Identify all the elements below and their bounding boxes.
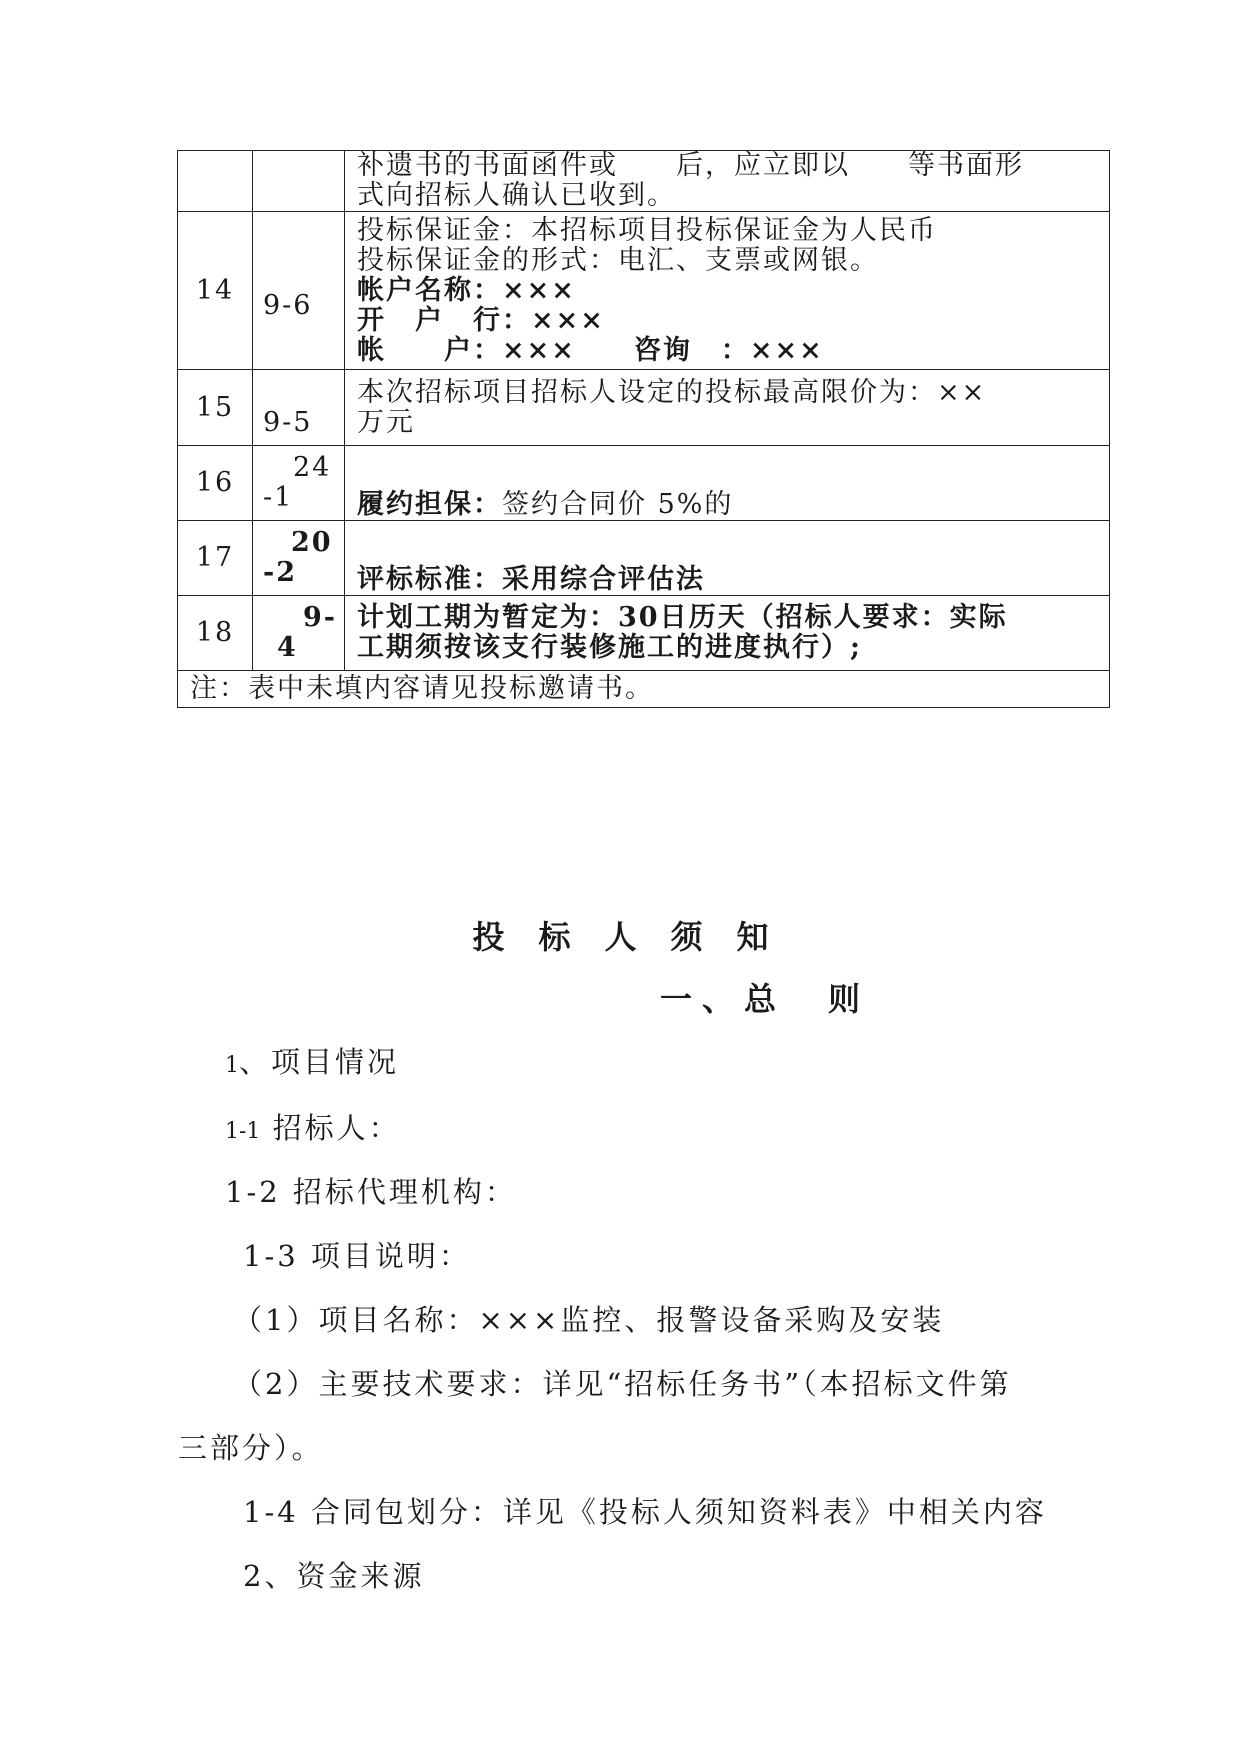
paragraph-project-info xyxy=(225,1040,399,1081)
section-title: 一、总 则 xyxy=(660,980,871,1018)
row-content xyxy=(345,521,1110,596)
content-line: 本次招标项目招标人设定的投标最高限价为：×× xyxy=(357,376,987,408)
content-line: 万元 xyxy=(357,406,415,438)
clause-number xyxy=(253,446,345,521)
clause-line: 9- xyxy=(303,602,337,633)
row-number: 15 xyxy=(178,370,253,446)
schedule-line: 计划工期为暂定为：30日历天（招标人要求：实际 xyxy=(357,602,1008,633)
content-line: 投标保证金：本招标项目投标保证金为人民币 xyxy=(357,214,937,246)
table-row xyxy=(178,212,1110,370)
clause-number: 9-6 xyxy=(253,212,345,370)
clause-number xyxy=(253,596,345,671)
content-line: 补遗书的书面函件或 后，应立即以 等书面形 xyxy=(357,150,1024,181)
clause-line: -2 xyxy=(263,557,297,588)
table-row xyxy=(178,370,1110,446)
clause-number xyxy=(253,151,345,212)
paragraph-tenderer xyxy=(225,1106,401,1147)
table-row xyxy=(178,596,1110,671)
paragraph-agency: 1-2 招标代理机构： xyxy=(225,1175,517,1209)
performance-bond-label: 履约担保： xyxy=(357,489,502,520)
paragraph-text: 招标人： xyxy=(260,1111,401,1145)
clause-number xyxy=(253,521,345,596)
bank-line: 开 户 行：××× xyxy=(357,304,605,336)
clause-line: 4 xyxy=(277,632,298,663)
paragraph-project-description: 1-3 项目说明： xyxy=(243,1239,471,1273)
paragraph-number: 1 xyxy=(225,1053,239,1078)
table-note: 注：表中未填内容请见投标邀请书。 xyxy=(178,671,1110,708)
row-content xyxy=(345,370,1110,446)
row-content xyxy=(345,446,1110,521)
row-number: 17 xyxy=(178,521,253,596)
page-title: 投标人须知 xyxy=(472,918,803,956)
row-content xyxy=(345,596,1110,671)
clause-number: 9-5 xyxy=(253,370,345,446)
content-line: 投标保证金的形式：电汇、支票或网银。 xyxy=(357,244,879,276)
paragraph-funding-source: 2、资金来源 xyxy=(243,1559,425,1593)
row-content xyxy=(345,212,1110,370)
clause-line: 24 xyxy=(293,452,332,483)
table-row xyxy=(178,446,1110,521)
paragraph-number: 1-1 xyxy=(225,1119,261,1144)
schedule-line: 工期须按该支行装修施工的进度执行）; xyxy=(357,632,862,663)
bid-data-table xyxy=(177,150,1110,708)
clause-line: 20 xyxy=(291,527,333,558)
row-number: 16 xyxy=(178,446,253,521)
account-name-line: 帐户名称：××× xyxy=(357,274,576,306)
clause-line: -1 xyxy=(263,482,294,513)
row-number: 18 xyxy=(178,596,253,671)
table-note-row xyxy=(178,671,1110,708)
row-number xyxy=(178,151,253,212)
paragraph-text: 、项目情况 xyxy=(239,1045,400,1079)
performance-bond-text: 签约合同价 5%的 xyxy=(502,489,734,520)
paragraph-tech-requirements-cont: 三部分）。 xyxy=(178,1431,324,1465)
paragraph-project-name: （1）项目名称：×××监控、报警设备采购及安装 xyxy=(233,1303,945,1337)
row-number: 14 xyxy=(178,212,253,370)
paragraph-tech-requirements: （2）主要技术要求：详见“招标任务书”（本招标文件第 xyxy=(233,1367,1012,1401)
account-line: 帐 户：××× 咨询 ：××× xyxy=(357,334,824,366)
paragraph-contract-package: 1-4 合同包划分：详见《投标人须知资料表》中相关内容 xyxy=(243,1495,1047,1529)
table-row xyxy=(178,521,1110,596)
content-line: 式向招标人确认已收到。 xyxy=(357,180,676,211)
evaluation-standard: 评标标准：采用综合评估法 xyxy=(357,564,705,595)
row-content xyxy=(345,151,1110,212)
table-row xyxy=(178,151,1110,212)
